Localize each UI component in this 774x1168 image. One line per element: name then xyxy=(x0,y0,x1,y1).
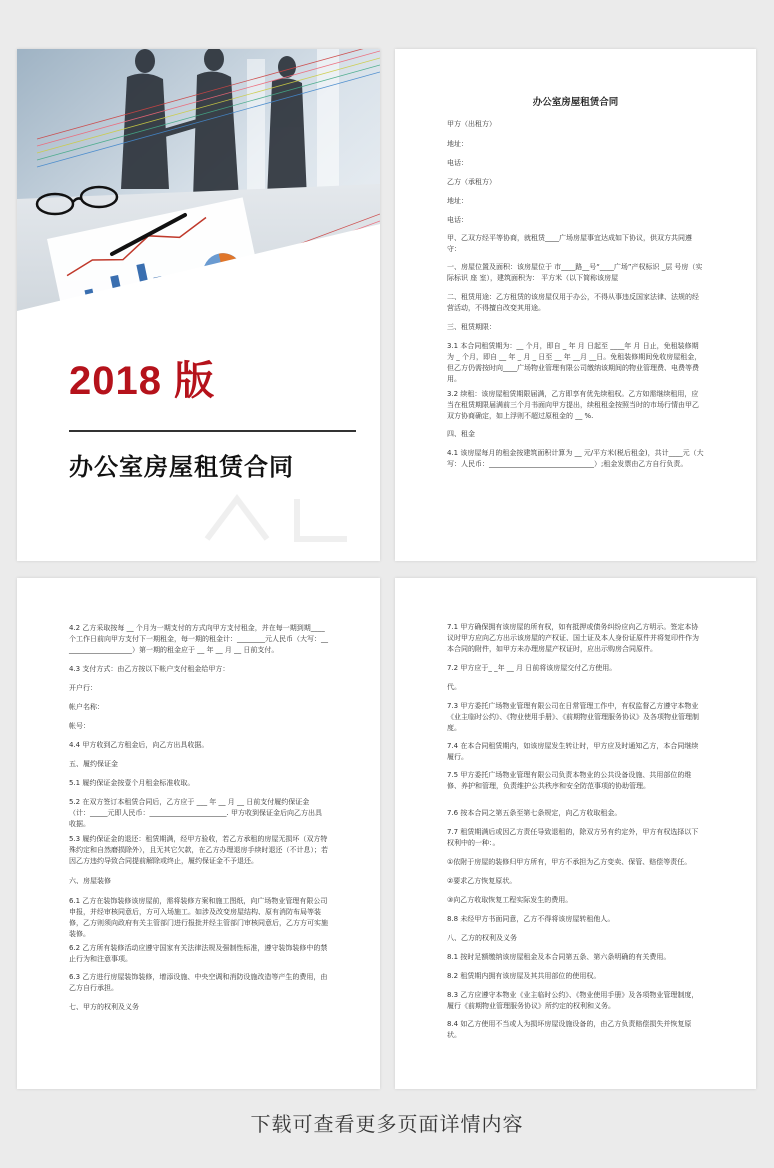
paragraph: ①依附于房屋的装修归甲方所有，甲方不承担为乙方变卖、保管、赔偿等责任。 xyxy=(447,858,692,866)
paragraph: 八、乙方的权利及义务 xyxy=(447,934,517,942)
paragraph: 7.4 在本合同租赁期内，如该房屋发生转让时，甲方应及时通知乙方，本合同继续履行。 xyxy=(447,742,699,761)
cover-title: 办公室房屋租赁合同 xyxy=(69,453,294,481)
paragraph: 七、甲方的权利及义务 xyxy=(69,1003,139,1011)
paragraph: 7.2 甲方应于_ _年 __ 月 日前将该房屋交付乙方使用。 xyxy=(447,664,617,672)
cover-photo xyxy=(17,49,380,361)
paragraph: 8.3 乙方应遵守本物业《业主临时公约》、《物业使用手册》及各项物业管理制度，履行《前期物业管理服务协议》所约定的权利和义务。 xyxy=(447,991,699,1010)
paragraph: 4.3 支付方式：由乙方按以下帐户支付租金给甲方： xyxy=(69,665,230,673)
paragraph: ②要求乙方恢复原状。 xyxy=(447,877,517,885)
paragraph: 4.4 甲方收到乙方租金后，向乙方出具收据。 xyxy=(69,741,209,749)
paragraph: 8.8 未经甲方书面同意，乙方不得将该房屋转租他人。 xyxy=(447,915,615,923)
watermark-icon xyxy=(197,489,367,549)
paragraph: 7.5 甲方委托广场物业管理有限公司负责本物业的公共设备设施、共用部位的维修、养护和管理，负责维护公共秩序和安全防范事项的协助管理。 xyxy=(447,771,692,790)
contract-page-3 xyxy=(395,578,756,1089)
paragraph: 5.2 在双方签订本租赁合同后，乙方应于 ___ 年 __ 月 __ 日前支付履约保证金（计：_____元即人民币：______________________. 甲方收到保证金后向乙方出具收据。 xyxy=(69,798,322,828)
paragraph: 五、履约保证金 xyxy=(69,760,118,768)
paragraph: 7.3 甲方委托广场物业管理有限公司在日常管理工作中，有权监督乙方遵守本物业《业主临时公约》、《物业使用手册》、《前期物业管理服务协议》及各项物业管理制度。 xyxy=(447,702,699,732)
paragraph: 6.3 乙方进行房屋装饰装修，增添设施、中央空调和消防设施改造等产生的费用，由乙方自行承担。 xyxy=(69,973,328,992)
paragraph: 7.7 租赁期满后或因乙方责任导致退租的，除双方另有约定外，甲方有权选择以下权利中的一种：。 xyxy=(447,828,699,847)
contract-page-1 xyxy=(395,49,756,561)
paragraph: 二、租赁用途：乙方租赁的该房屋仅用于办公，不得从事违反国家法律、法规的经营活动，不得擅自改变其用途。 xyxy=(447,293,699,312)
paragraph: 地址： xyxy=(447,140,468,148)
paragraph: 3.2 续租：该房屋租赁期限届满，乙方即享有优先续租权。乙方如需继续租用，应当在租赁期限届满前三个月书面向甲方提出，续租租金按照当时的市场行情由甲乙双方协商确定，如上浮则不超过原租金的 __ %. xyxy=(447,390,699,420)
paragraph: 6.2 乙方所有装修活动应遵守国家有关法律法规及强制性标准，遵守装饰装修中的禁止行为和注意事项。 xyxy=(69,944,328,963)
paragraph: 6.1 乙方在装饰装修该房屋前，需将装修方案和施工图纸，向广场物业管理有限公司申报，并经审核同意后，方可入场施工。如涉及改变房屋结构、原有消防布局等装修，乙方则须向政府有关主管部门进行报批并经主管部门审核同意后，乙方方可实施装修。 xyxy=(69,897,328,938)
paragraph: 7.1 甲方确保拥有该房屋的所有权，如有抵押或债务纠纷应向乙方明示。签定本协议时甲方应向乙方出示该房屋的产权证、国土证及本人身份证原件并将复印件作为本合同的附件，如甲方未办理房屋产权证时，应出示购房合同原件。 xyxy=(447,623,699,653)
paragraph: 四、租金 xyxy=(447,430,475,438)
cover-divider xyxy=(69,430,356,432)
paragraph: 一、房屋位置及面积：该房屋位于 市____路__号“____广场”产权标识 _层 号房（实际标识 座 室），建筑面积为： 平方米（以下简称该房屋 xyxy=(447,263,703,282)
paragraph: 4.2 乙方采取按每 __ 个月为一期支付的方式向甲方支付租金，并在每一期到期____个工作日前向甲方支付下一期租金，每一期的租金计：________元人民币（大写：____________________）第一期的租金应于 __ 年 __ 月 __ 日前支付。 xyxy=(69,624,328,654)
cover-page xyxy=(17,49,380,561)
paragraph: 5.1 履约保证金按壹个月租金标准收取。 xyxy=(69,779,195,787)
paragraph: 甲方（出租方） xyxy=(447,120,496,128)
paragraph: 8.2 租赁期内拥有该房屋及其共用部位的使用权。 xyxy=(447,972,601,980)
document-title: 办公室房屋租赁合同 xyxy=(532,97,619,108)
paragraph: 4.1 该房屋每月的租金按建筑面积计算为 __ 元/平方米(税后租金)，共计____元（大写：人民币：______________________________）;租金发票由乙方自行负责。 xyxy=(447,449,704,468)
paragraph: 帐号： xyxy=(69,722,90,730)
paragraph: 甲、乙双方经平等协商，就租赁____广场房屋事宜达成如下协议，供双方共同遵守： xyxy=(447,234,692,253)
paragraph: 8.1 按时足额缴纳该房屋租金及本合同第五条、第六条明确的有关费用。 xyxy=(447,953,671,961)
paragraph: 六、房屋装修 xyxy=(69,877,111,885)
paragraph: 帐户名称： xyxy=(69,703,104,711)
paragraph: 3.1 本合同租赁期为：__ 个月，即自 _ 年 月 日起至 ____年 月 日止，免租装修期为 _ 个月，即自 __ 年 _ 月 _ 日至 __ 年 __月 __日。免租装修期间免收房屋租金，但乙方仍需按时向____广场物业管理有限公司缴纳该期间的物业管理费、电费等费用。 xyxy=(447,342,702,383)
paragraph: 8.4 如乙方使用不当或人为损坏房屋设施设备的，由乙方负责赔偿损失并恢复原状。 xyxy=(447,1020,692,1039)
paragraph: 三、租赁期限： xyxy=(447,323,496,331)
contract-page-2 xyxy=(17,578,380,1089)
paragraph: 代。 xyxy=(447,683,461,691)
paragraph: 电话： xyxy=(447,216,468,224)
footer-caption: 下载可查看更多页面详情内容 xyxy=(250,1112,524,1136)
paragraph: 电话： xyxy=(447,159,468,167)
paragraph: 乙方（承租方） xyxy=(447,178,496,186)
paragraph: 地址： xyxy=(447,197,468,205)
paragraph: 5.3 履约保证金的退还：租赁期满，经甲方验收，若乙方承租的房屋无损坏（双方特殊约定和自然磨损除外），且无其它欠款，在乙方办理退房手续时退还（不计息）；若因乙方违约导致合同提前解除或终止，履约保证金不予退还。 xyxy=(69,835,328,865)
cover-year: 2018 版 xyxy=(69,359,216,403)
paragraph: ③向乙方收取恢复工程实际发生的费用。 xyxy=(447,896,573,904)
paragraph: 7.6 按本合同之第五条至第七条规定，向乙方收取租金。 xyxy=(447,809,622,817)
paragraph: 开户行： xyxy=(69,684,97,692)
